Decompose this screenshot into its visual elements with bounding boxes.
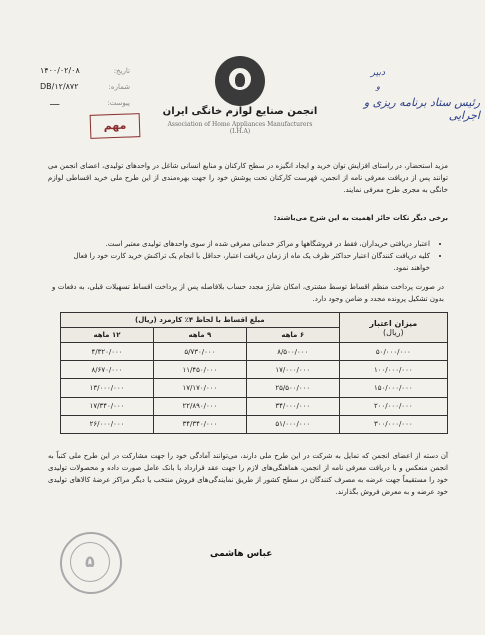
notes-title: برخی دیگر نکات حائز اهمیت به این شرح می‌باشند: bbox=[273, 214, 448, 222]
month-9-header: ۹ ماهه bbox=[153, 328, 246, 343]
installment-9-cell: ۱۱/۴۵۰/۰۰۰ bbox=[153, 361, 246, 379]
note-item-installments: در صورت پرداخت منظم اقساط توسط مشتری، امکان شارژ مجدد حساب بلافاصله پس از پرداخت اقساط تسهیلات قبلی، به دفعات و بدون تشکیل پرونده مجدد و ضامن وجود دارد. bbox=[52, 283, 444, 303]
credit-unit: (ریال) bbox=[383, 327, 404, 337]
installments-table bbox=[60, 312, 448, 434]
org-latin-name: Association of Home Appliances Manufacturers (I.H.A) bbox=[167, 121, 313, 135]
month-6-header: ۶ ماهه bbox=[246, 328, 339, 343]
important-stamp: مهم bbox=[90, 113, 141, 139]
credit-cell: ۱۰۰/۰۰۰/۰۰۰ bbox=[339, 361, 447, 379]
number-value: DB/۱۲/۸۷۲ bbox=[40, 82, 79, 91]
org-name: انجمن صنایع لوازم خانگی ایران bbox=[162, 106, 318, 117]
number-label: شماره: bbox=[108, 83, 130, 91]
association-logo-icon bbox=[215, 56, 265, 106]
installment-12-cell: ۱۳/۰۰۰/۰۰۰ bbox=[61, 379, 154, 397]
attachment-value: ــــ bbox=[50, 98, 60, 107]
table-row bbox=[61, 397, 448, 415]
date-label: تاریخ: bbox=[113, 67, 130, 75]
notes-list bbox=[52, 238, 442, 274]
signatory-name: عباس هاشمی bbox=[210, 549, 273, 559]
credit-cell: ۱۵۰/۰۰۰/۰۰۰ bbox=[339, 379, 447, 397]
installment-6-cell: ۸/۵۰۰/۰۰۰ bbox=[246, 343, 339, 361]
installment-12-cell: ۴/۳۲۰/۰۰۰ bbox=[61, 343, 154, 361]
table-row bbox=[61, 361, 448, 379]
installment-9-cell: ۱۷/۱۷۰/۰۰۰ bbox=[153, 379, 246, 397]
credit-header-cell bbox=[339, 313, 447, 343]
closing-paragraph: آن دسته از اعضای انجمن که تمایل به شرکت در این طرح ملی دارند، می‌توانند آمادگی خود را جهت مشارکت در این طرح ملی کتباً به انجمن منعکس و با دریافت معرفی نامه از انجمن، هماهنگی‌های لازم را جهت عقد قرارداد با بانک عامل صورت داده و محصولات تولیدی خود را مستقیماً جهت عرضه به مصرف کنندگان در سطح کشور از طریق نمایندگی‌های فروش منتخب یا دیگر مراکز عرضهٔ کالاهای تولیدی خود عرضه و به معرض فروش بگذارند. bbox=[48, 452, 448, 496]
installment-6-cell: ۱۷/۰۰۰/۰۰۰ bbox=[246, 361, 339, 379]
table-row bbox=[61, 415, 448, 433]
installment-6-cell: ۲۵/۵۰۰/۰۰۰ bbox=[246, 379, 339, 397]
table-row bbox=[61, 379, 448, 397]
official-seal-stamp: ۵ bbox=[60, 532, 122, 594]
attachment-row bbox=[62, 98, 130, 107]
handwritten-note bbox=[330, 68, 480, 122]
installment-6-cell: ۳۴/۰۰۰/۰۰۰ bbox=[246, 397, 339, 415]
note-item: • کلیه دریافت کنندگان اعتبار حداکثر ظرف یک ماه از زمان دریافت اعتبار، حداقل با انجام یک تراکنش خرید کارت خود را فعال خواهند نمود. bbox=[52, 250, 430, 274]
table-row bbox=[61, 343, 448, 361]
handnote-line-3: رئیس ستاد برنامه ریزی و اجرایی bbox=[363, 96, 480, 122]
credit-cell: ۵۰/۰۰۰/۰۰۰ bbox=[339, 343, 447, 361]
installment-9-cell: ۵/۷۳۰/۰۰۰ bbox=[153, 343, 246, 361]
installment-9-cell: ۲۲/۸۹۰/۰۰۰ bbox=[153, 397, 246, 415]
credit-header: میزان اعتبار bbox=[369, 318, 418, 328]
handnote-line-2: و bbox=[376, 82, 380, 91]
installments-group-header: مبلغ اقساط با لحاظ ۴٪ کارمزد (ریال) bbox=[61, 313, 340, 328]
installment-12-cell: ۲۶/۰۰۰/۰۰۰ bbox=[61, 415, 154, 433]
intro-paragraph: مزید استحضار، در راستای افزایش توان خرید و ایجاد انگیزه در سطح کارکنان و منابع انسانی شاغل در واحدهای تولیدی، اعضای انجمن می توانند پس از دریافت معرفی نامه از انجمن، فهرست کارکنان تحت پوشش خود را جهت بهره‌مندی از این طرح ملی خرید اقساطی لوازم خانگی به مجری طرح معرفی نمایند. bbox=[48, 162, 448, 194]
credit-cell: ۲۰۰/۰۰۰/۰۰۰ bbox=[339, 397, 447, 415]
installment-9-cell: ۳۴/۳۴۰/۰۰۰ bbox=[153, 415, 246, 433]
credit-cell: ۳۰۰/۰۰۰/۰۰۰ bbox=[339, 415, 447, 433]
note-item: • اعتبار دریافتی خریداران، فقط در فروشگاهها و مراکز خدماتی معرفی شده از سوی واحدهای تولیدی معتبر است. bbox=[52, 238, 430, 250]
attachment-label: پیوست: bbox=[107, 99, 130, 107]
handnote-line-1: دبیر bbox=[370, 68, 385, 78]
date-value: ۱۴۰۰/۰۲/۰۸ bbox=[40, 66, 80, 75]
installment-6-cell: ۵۱/۰۰۰/۰۰۰ bbox=[246, 415, 339, 433]
month-12-header: ۱۲ ماهه bbox=[61, 328, 154, 343]
installment-12-cell: ۸/۶۷۰/۰۰۰ bbox=[61, 361, 154, 379]
installment-12-cell: ۱۷/۳۴۰/۰۰۰ bbox=[61, 397, 154, 415]
